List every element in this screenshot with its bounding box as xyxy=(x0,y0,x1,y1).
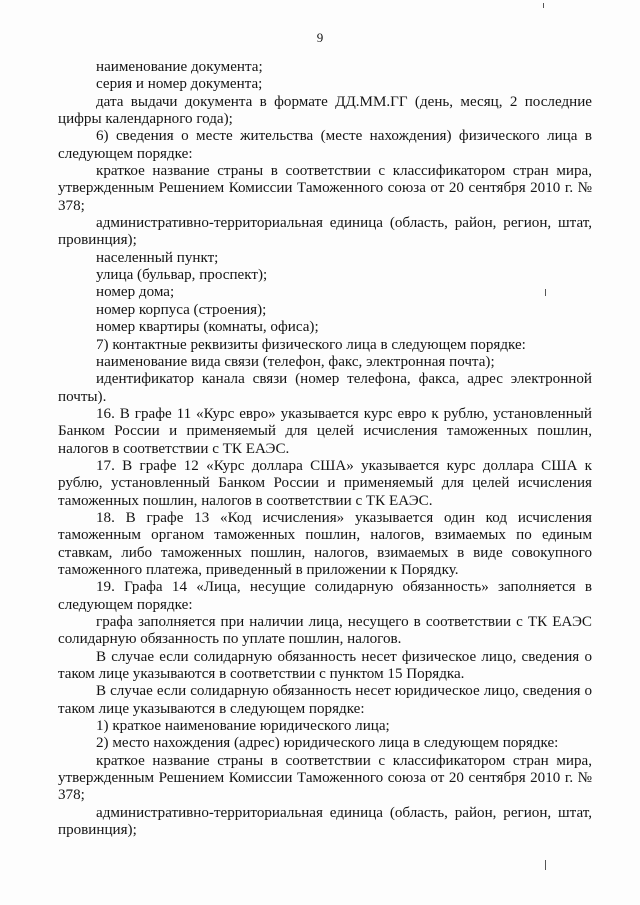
paragraph: административно-территориальная единица (область, район, регион, штат, провинция); xyxy=(58,215,592,249)
paragraph: графа заполняется при наличии лица, несущего в соответствии с ТК ЕАЭС солидарную обязанность по уплате пошлин, налогов. xyxy=(58,614,592,648)
paragraph: номер дома; xyxy=(96,284,175,301)
paragraph: 1) краткое наименование юридического лица; xyxy=(96,718,390,735)
paragraph: краткое название страны в соответствии с классификатором стран мира, утвержденным Решением Комиссии Таможенного союза от 20 сентября 2010 г. № 378; xyxy=(58,752,592,804)
scan-speck xyxy=(545,289,546,296)
scan-speck xyxy=(545,860,546,870)
paragraph: номер квартиры (комнаты, офиса); xyxy=(96,319,319,336)
paragraph: 19. Графа 14 «Лица, несущие солидарную обязанность» заполняется в следующем порядке: xyxy=(58,579,592,613)
paragraph: 18. В графе 13 «Код исчисления» указывается один код исчисления таможенным органом таможенных пошлин, налогов, взимаемых по единым ставкам, либо таможенных пошлин, налогов, взимаемых в виде совокупного таможенного платежа, приведенный в приложении к Порядку. xyxy=(58,509,592,578)
document-body xyxy=(58,59,592,839)
paragraph: 6) сведения о месте жительства (месте нахождения) физического лица в следующем порядке: xyxy=(58,128,592,162)
paragraph: улица (бульвар, проспект); xyxy=(96,267,268,284)
paragraph: наименование документа; xyxy=(96,59,263,75)
paragraph: В случае если солидарную обязанность несет юридическое лицо, сведения о таком лице указываются в следующем порядке: xyxy=(58,683,592,717)
paragraph: В случае если солидарную обязанность несет физическое лицо, сведения о таком лице указываются в соответствии с пунктом 15 Порядка. xyxy=(58,648,592,683)
paragraph: населенный пункт; xyxy=(96,249,219,266)
paragraph: дата выдачи документа в формате ДД.ММ.ГГ (день, месяц, 2 последние цифры календарного года); xyxy=(58,93,592,128)
scan-speck xyxy=(543,3,544,8)
paragraph: идентификатор канала связи (номер телефона, факса, адрес электронной почты). xyxy=(58,371,592,405)
paragraph: 16. В графе 11 «Курс евро» указывается курс евро к рублю, установленный Банком России и применяемый для целей исчисления таможенных пошлин, налогов в соответствии с ТК ЕАЭС. xyxy=(58,405,592,457)
paragraph: серия и номер документа; xyxy=(96,76,263,93)
paragraph: 2) место нахождения (адрес) юридического лица в следующем порядке: xyxy=(96,735,559,752)
paragraph: 17. В графе 12 «Курс доллара США» указывается курс доллара США к рублю, установленный Банком России и применяемый для целей исчисления таможенных пошлин, налогов в соответствии с ТК ЕАЭС. xyxy=(58,457,592,509)
page-number: 9 xyxy=(316,30,324,45)
paragraph: наименование вида связи (телефон, факс, электронная почта); xyxy=(96,353,495,370)
paragraph: 7) контактные реквизиты физического лица в следующем порядке: xyxy=(96,336,526,353)
paragraph: номер корпуса (строения); xyxy=(96,301,267,318)
paragraph: административно-территориальная единица (область, район, регион, штат, провинция); xyxy=(58,804,592,839)
paragraph: краткое название страны в соответствии с классификатором стран мира, утвержденным Решением Комиссии Таможенного союза от 20 сентября 2010 г. № 378; xyxy=(58,163,592,214)
